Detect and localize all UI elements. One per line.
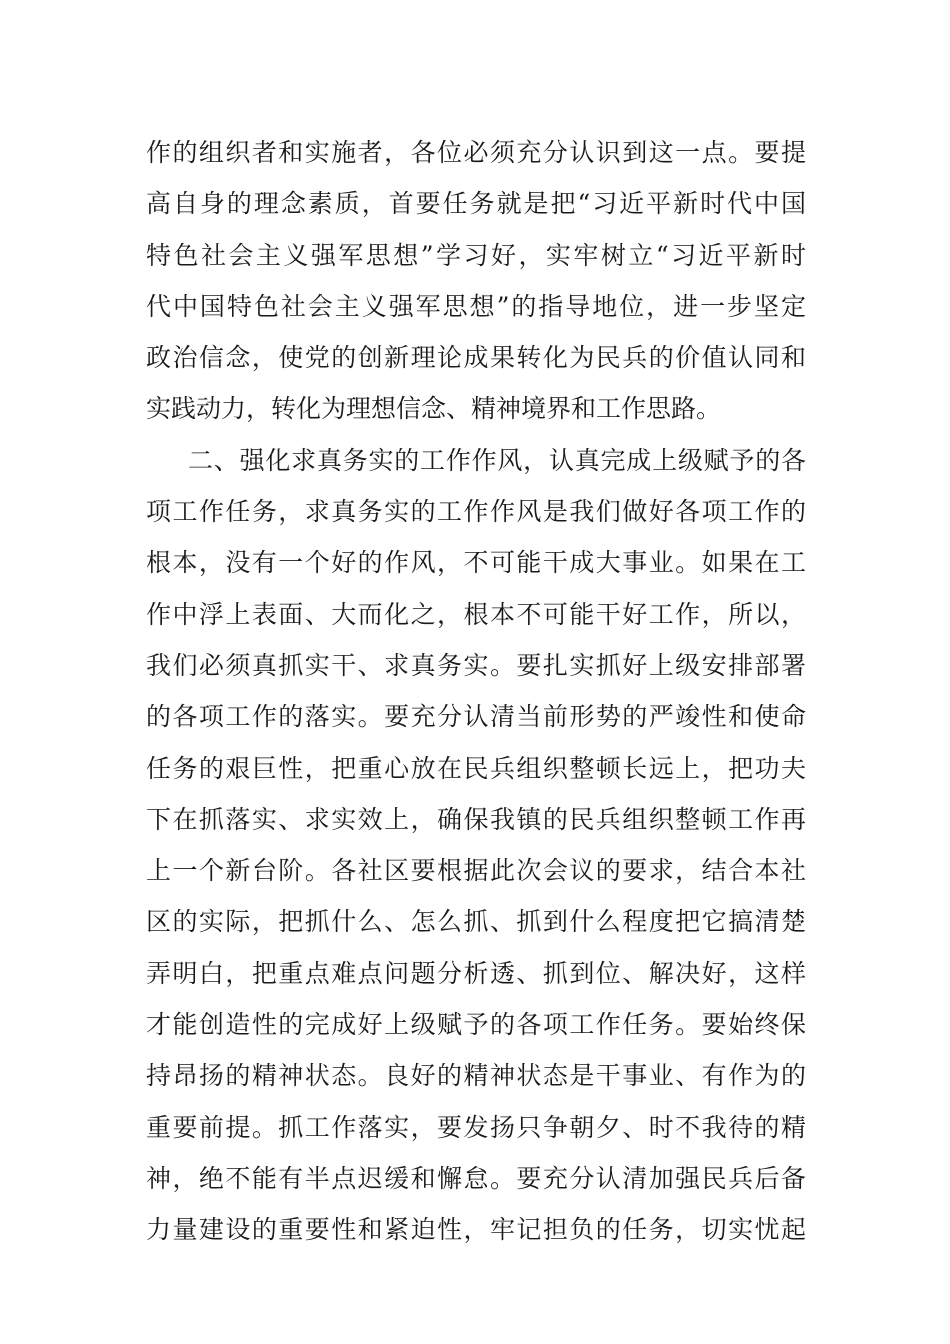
text-line: 弄明白，把重点难点问题分析透、抓到位、解决好，这样 — [146, 958, 806, 988]
text-line: 实践动力，转化为理想信念、精神境界和工作思路。 — [146, 394, 722, 424]
text-line: 持昂扬的精神状态。良好的精神状态是干事业、有作为的 — [146, 1061, 806, 1091]
text-line: 下在抓落实、求实效上，确保我镇的民兵组织整顿工作再 — [146, 804, 806, 834]
text-line: 神，绝不能有半点迟缓和懈怠。要充分认清加强民兵后备 — [146, 1163, 806, 1193]
text-line: 的各项工作的落实。要充分认清当前形势的严竣性和使命 — [146, 702, 806, 732]
text-line: 作的组织者和实施者，各位必须充分认识到这一点。要提 — [146, 138, 806, 167]
body-text — [146, 127, 806, 1256]
text-line: 特色社会主义强军思想”学习好，实牢树立“习近平新时 — [146, 240, 806, 270]
text-line: 政治信念，使党的创新理论成果转化为民兵的价值认同和 — [146, 343, 806, 373]
text-line: 根本，没有一个好的作风，不可能干成大事业。如果在工 — [146, 548, 806, 578]
text-line: 任务的艰巨性，把重心放在民兵组织整顿长远上，把功夫 — [146, 753, 806, 783]
text-line: 高自身的理念素质，首要任务就是把“习近平新时代中国 — [146, 189, 806, 219]
text-line: 才能创造性的完成好上级赋予的各项工作任务。要始终保 — [146, 1010, 806, 1040]
section-heading-line: 二、强化求真务实的工作作风，认真完成上级赋予的各 — [188, 445, 806, 475]
text-line: 作中浮上表面、大而化之，根本不可能干好工作，所以， — [146, 599, 806, 629]
text-line: 项工作任务，求真务实的工作作风是我们做好各项工作的 — [146, 497, 806, 527]
text-line: 区的实际，把抓什么、怎么抓、抓到什么程度把它搞清楚 — [146, 907, 806, 937]
text-line: 力量建设的重要性和紧迫性，牢记担负的任务，切实忧起 — [146, 1215, 806, 1245]
text-line: 上一个新台阶。各社区要根据此次会议的要求，结合本社 — [146, 856, 806, 886]
text-line: 代中国特色社会主义强军思想”的指导地位，进一步坚定 — [146, 291, 806, 321]
text-line: 重要前提。抓工作落实，要发扬只争朝夕、时不我待的精 — [146, 1112, 806, 1142]
text-line: 我们必须真抓实干、求真务实。要扎实抓好上级安排部署 — [146, 650, 806, 680]
